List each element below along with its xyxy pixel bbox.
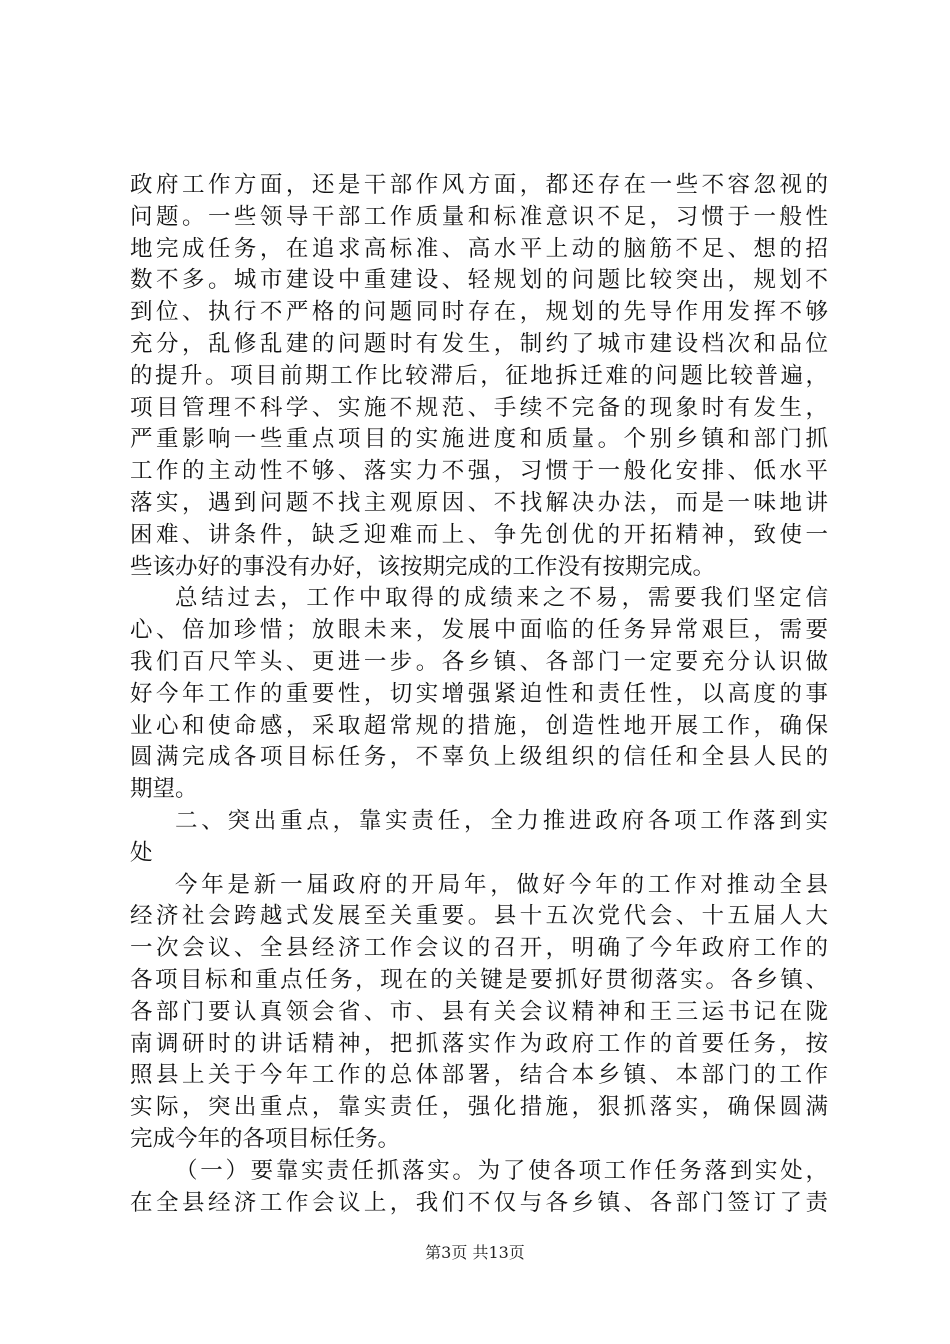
text-line: 各项目标和重点任务，现在的关键是要抓好贯彻落实。各乡镇、 xyxy=(130,966,828,993)
text-line: 圆满完成各项目标任务，不辜负上级组织的信任和全县人民的 xyxy=(130,744,828,771)
text-line: 的提升。项目前期工作比较滞后，征地拆迁难的问题比较普遍， xyxy=(130,362,828,389)
text-line: 南调研时的讲话精神，把抓落实作为政府工作的首要任务，按 xyxy=(130,1030,828,1057)
text-line: 到位、执行不严格的问题同时存在，规划的先导作用发挥不够 xyxy=(130,299,828,326)
text-line: 些该办好的事没有办好，该按期完成的工作没有按期完成。 xyxy=(130,553,716,580)
text-line: 在全县经济工作会议上，我们不仅与各乡镇、各部门签订了责 xyxy=(130,1189,828,1216)
text-line: 项目管理不科学、实施不规范、手续不完备的现象时有发生， xyxy=(130,394,828,421)
document-body xyxy=(130,170,828,1219)
text-line: 总结过去，工作中取得的成绩来之不易，需要我们坚定信 xyxy=(175,585,828,612)
text-line: 好今年工作的重要性，切实增强紧迫性和责任性，以高度的事 xyxy=(130,680,828,707)
text-line: 经济社会跨越式发展至关重要。县十五次党代会、十五届人大 xyxy=(130,903,828,930)
text-line: 政府工作方面，还是干部作风方面，都还存在一些不容忽视的 xyxy=(130,172,828,198)
text-line: 实际，突出重点，靠实责任，强化措施，狠抓落实，确保圆满 xyxy=(130,1094,828,1121)
text-line: 问题。一些领导干部工作质量和标准意识不足，习惯于一般性 xyxy=(130,203,828,230)
text-line: （一）要靠实责任抓落实。为了使各项工作任务落到实处， xyxy=(175,1157,828,1184)
text-line: 完成今年的各项目标任务。 xyxy=(130,1125,401,1152)
text-line: 落实，遇到问题不找主观原因、不找解决办法，而是一味地讲 xyxy=(130,489,828,516)
text-line: 心、倍加珍惜；放眼未来，发展中面临的任务异常艰巨，需要 xyxy=(130,617,828,644)
text-line: 充分，乱修乱建的问题时有发生，制约了城市建设档次和品位 xyxy=(130,330,828,357)
text-line: 处 xyxy=(130,839,153,866)
text-line: 工作的主动性不够、落实力不强，习惯于一般化安排、低水平 xyxy=(130,458,828,485)
text-line: 业心和使命感，采取超常规的措施，创造性地开展工作，确保 xyxy=(130,712,828,739)
text-line: 我们百尺竿头、更进一步。各乡镇、各部门一定要充分认识做 xyxy=(130,648,828,675)
text-line: 期望。 xyxy=(130,776,198,803)
text-line: 各部门要认真领会省、市、县有关会议精神和王三运书记在陇 xyxy=(130,998,828,1025)
text-line: 照县上关于今年工作的总体部署，结合本乡镇、本部门的工作 xyxy=(130,1062,828,1089)
text-line: 严重影响一些重点项目的实施进度和质量。个别乡镇和部门抓 xyxy=(130,426,828,453)
text-line: 数不多。城市建设中重建设、轻规划的问题比较突出，规划不 xyxy=(130,267,828,294)
text-line: 地完成任务，在追求高标准、高水平上动的脑筋不足、想的招 xyxy=(130,235,828,262)
text-line: 一次会议、全县经济工作会议的召开，明确了今年政府工作的 xyxy=(130,935,828,962)
text-line: 今年是新一届政府的开局年，做好今年的工作对推动全县 xyxy=(175,871,828,898)
text-line: 二、突出重点，靠实责任，全力推进政府各项工作落到实 xyxy=(175,807,828,834)
text-line: 困难、讲条件，缺乏迎难而上、争先创优的开拓精神，致使一 xyxy=(130,521,828,548)
page-footer: 第3页 共13页 xyxy=(425,1243,525,1262)
